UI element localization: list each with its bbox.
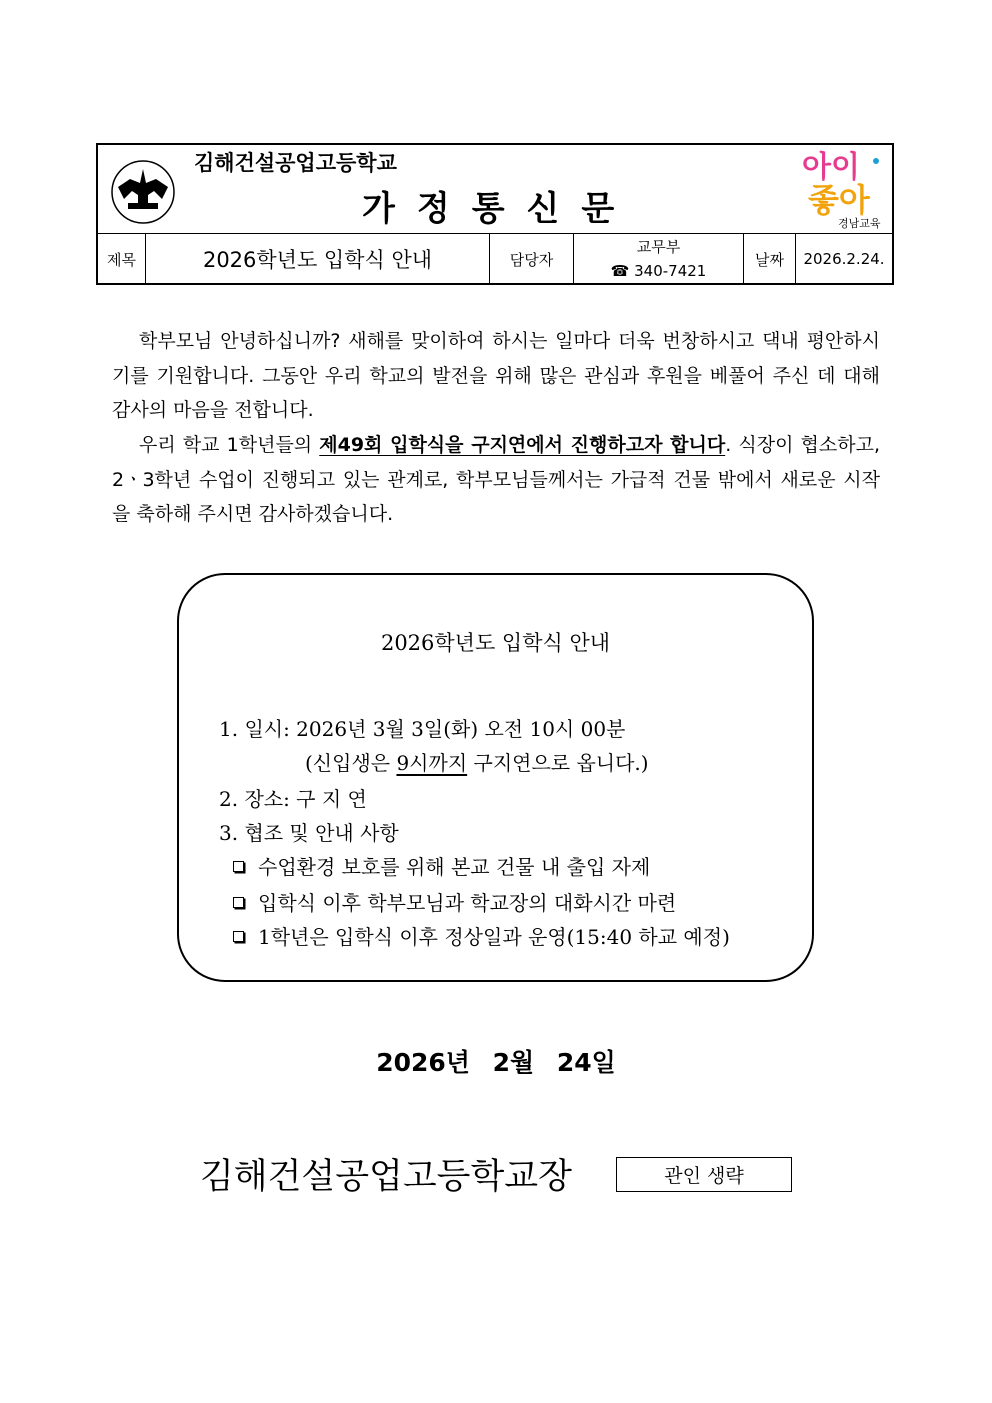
header-table	[96, 143, 894, 285]
notice-box	[177, 573, 814, 982]
manager-label: 담당자	[490, 234, 574, 284]
header-info-row	[98, 233, 892, 284]
item1-sub-underlined: 9시까지	[396, 751, 468, 775]
bullet-text: 1학년은 입학식 이후 정상일과 운영(15:40 하교 예정)	[258, 925, 730, 949]
item1-sub-before: (신입생은	[305, 751, 397, 775]
notice-item-2: 2. 장소: 구 지 연	[219, 787, 367, 811]
item1-sub-after: 구지연으로 옵니다.)	[467, 751, 649, 775]
notice-title: 2026학년도 입학식 안내	[380, 631, 611, 655]
subject-value: 2026학년도 입학식 안내	[146, 234, 490, 284]
date-label: 날짜	[744, 234, 796, 284]
para2-after: . 식장이 협소하고, 2ㆍ3학년 수업이 진행되고 있는 관계로, 학부모님들께서는 가급적 건물 밖에서 새로운 시작을 축하해 주시면 감사하겠습니다.	[112, 434, 880, 525]
school-emblem-icon	[110, 159, 176, 225]
para2-emphasis: 제49회 입학식을 구지연에서 진행하고자 합니다	[319, 434, 726, 456]
brand-caption: 경남교육	[838, 217, 881, 230]
seal-box: 관인 생략	[616, 1157, 792, 1192]
issue-date: 2026년 2월 24일	[376, 1048, 616, 1077]
bullet-item	[233, 921, 730, 950]
notice-paragraph	[112, 428, 880, 532]
manager-value	[574, 234, 744, 284]
bullet-item	[233, 851, 650, 880]
bullet-text: 입학식 이후 학부모님과 학교장의 대화시간 마련	[258, 891, 677, 915]
checkbox-icon	[233, 897, 244, 908]
notice-item-3: 3. 협조 및 안내 사항	[219, 821, 399, 845]
notice-item-1: 1. 일시: 2026년 3월 3일(화) 오전 10시 00분	[219, 717, 626, 741]
manager-dept: 교무부	[636, 238, 681, 256]
manager-phone: ☎ 340-7421	[610, 262, 707, 280]
para2-before: 우리 학교 1학년들의	[139, 434, 320, 456]
header-title-area	[98, 145, 892, 233]
checkbox-icon	[233, 861, 244, 872]
subject-label: 제목	[98, 234, 146, 284]
greeting-paragraph: 학부모님 안녕하십니까? 새해를 맞이하여 하시는 일마다 더욱 번창하시고 댁내 평안하시기를 기원합니다. 그동안 우리 학교의 발전을 위해 많은 관심과 후원을 베풀어 주신 데 대해 감사의 마음을 전합니다.	[112, 330, 880, 421]
gyeongnam-education-logo	[798, 147, 890, 231]
brand-text-top: 아이	[802, 150, 860, 185]
bullet-text: 수업환경 보호를 위해 본교 건물 내 출입 자제	[258, 855, 651, 879]
principal-signature: 김해건설공업고등학교장	[200, 1157, 572, 1197]
checkbox-icon	[233, 931, 244, 942]
school-name: 김해건설공업고등학교	[194, 151, 397, 175]
notice-item-1-sub	[305, 747, 649, 776]
document-title: 가정통신문	[362, 189, 637, 229]
bullet-item	[233, 887, 676, 916]
date-value: 2026.2.24.	[803, 250, 885, 268]
brand-text-bottom: 좋아	[808, 181, 870, 219]
